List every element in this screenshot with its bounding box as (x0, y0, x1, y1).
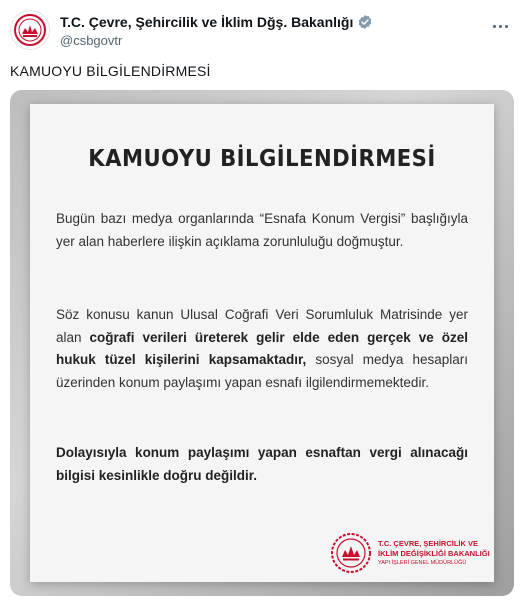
handle[interactable]: @csbgovtr (60, 33, 123, 48)
name-row (60, 14, 373, 30)
more-options-icon[interactable] (488, 16, 512, 36)
ministry-name (378, 539, 490, 568)
ministry-signature (330, 532, 490, 574)
org-line-3: YAPI İŞLERİ GENEL MÜDÜRLÜĞÜ (378, 559, 467, 566)
verified-badge-icon (357, 14, 373, 30)
post-header (10, 10, 514, 50)
paragraph-2 (56, 304, 468, 394)
ministry-seal-icon (330, 532, 372, 574)
paragraph-1: Bugün bazı medya organlarında “Esnafa Konum Vergisi” başlığıyla yer alan haberlere ilişkin açıklama zorunluluğu doğmuştur. (56, 211, 468, 249)
avatar[interactable] (10, 10, 50, 50)
org-line-1: T.C. ÇEVRE, ŞEHİRCİLİK VE (378, 538, 479, 548)
announcement-card (30, 104, 494, 582)
paragraph-3: Dolayısıyla konum paylaşımı yapan esnaftan vergi alınacağı bilgisi kesinlikle doğru değildir. (56, 445, 468, 483)
org-line-2: İKLİM DEĞİŞİKLİĞİ BAKANLIĞI (378, 548, 490, 558)
paragraph-2-rest: sosyal medya hesapları üzerinden konum paylaşımı yapan esnafı ilgilendirmemektedir. (56, 352, 468, 390)
display-name[interactable]: T.C. Çevre, Şehircilik ve İklim Dğş. Bakanlığı (60, 14, 354, 30)
announcement-title: KAMUOYU BİLGİLENDİRMESİ (88, 146, 436, 172)
post-text: KAMUOYU BİLGİLENDİRMESİ (10, 63, 211, 79)
ministry-logo-icon (13, 13, 47, 47)
post-image[interactable] (10, 90, 514, 596)
paragraph-2-intro: Söz konusu kanun Ulusal Coğrafi Veri Sorumluluk Matrisinde yer alan (56, 307, 468, 345)
paragraph-2-bold: coğrafi verileri üreterek gelir elde eden gerçek ve özel hukuk tüzel kişilerini kapsamaktadır, (56, 329, 468, 367)
